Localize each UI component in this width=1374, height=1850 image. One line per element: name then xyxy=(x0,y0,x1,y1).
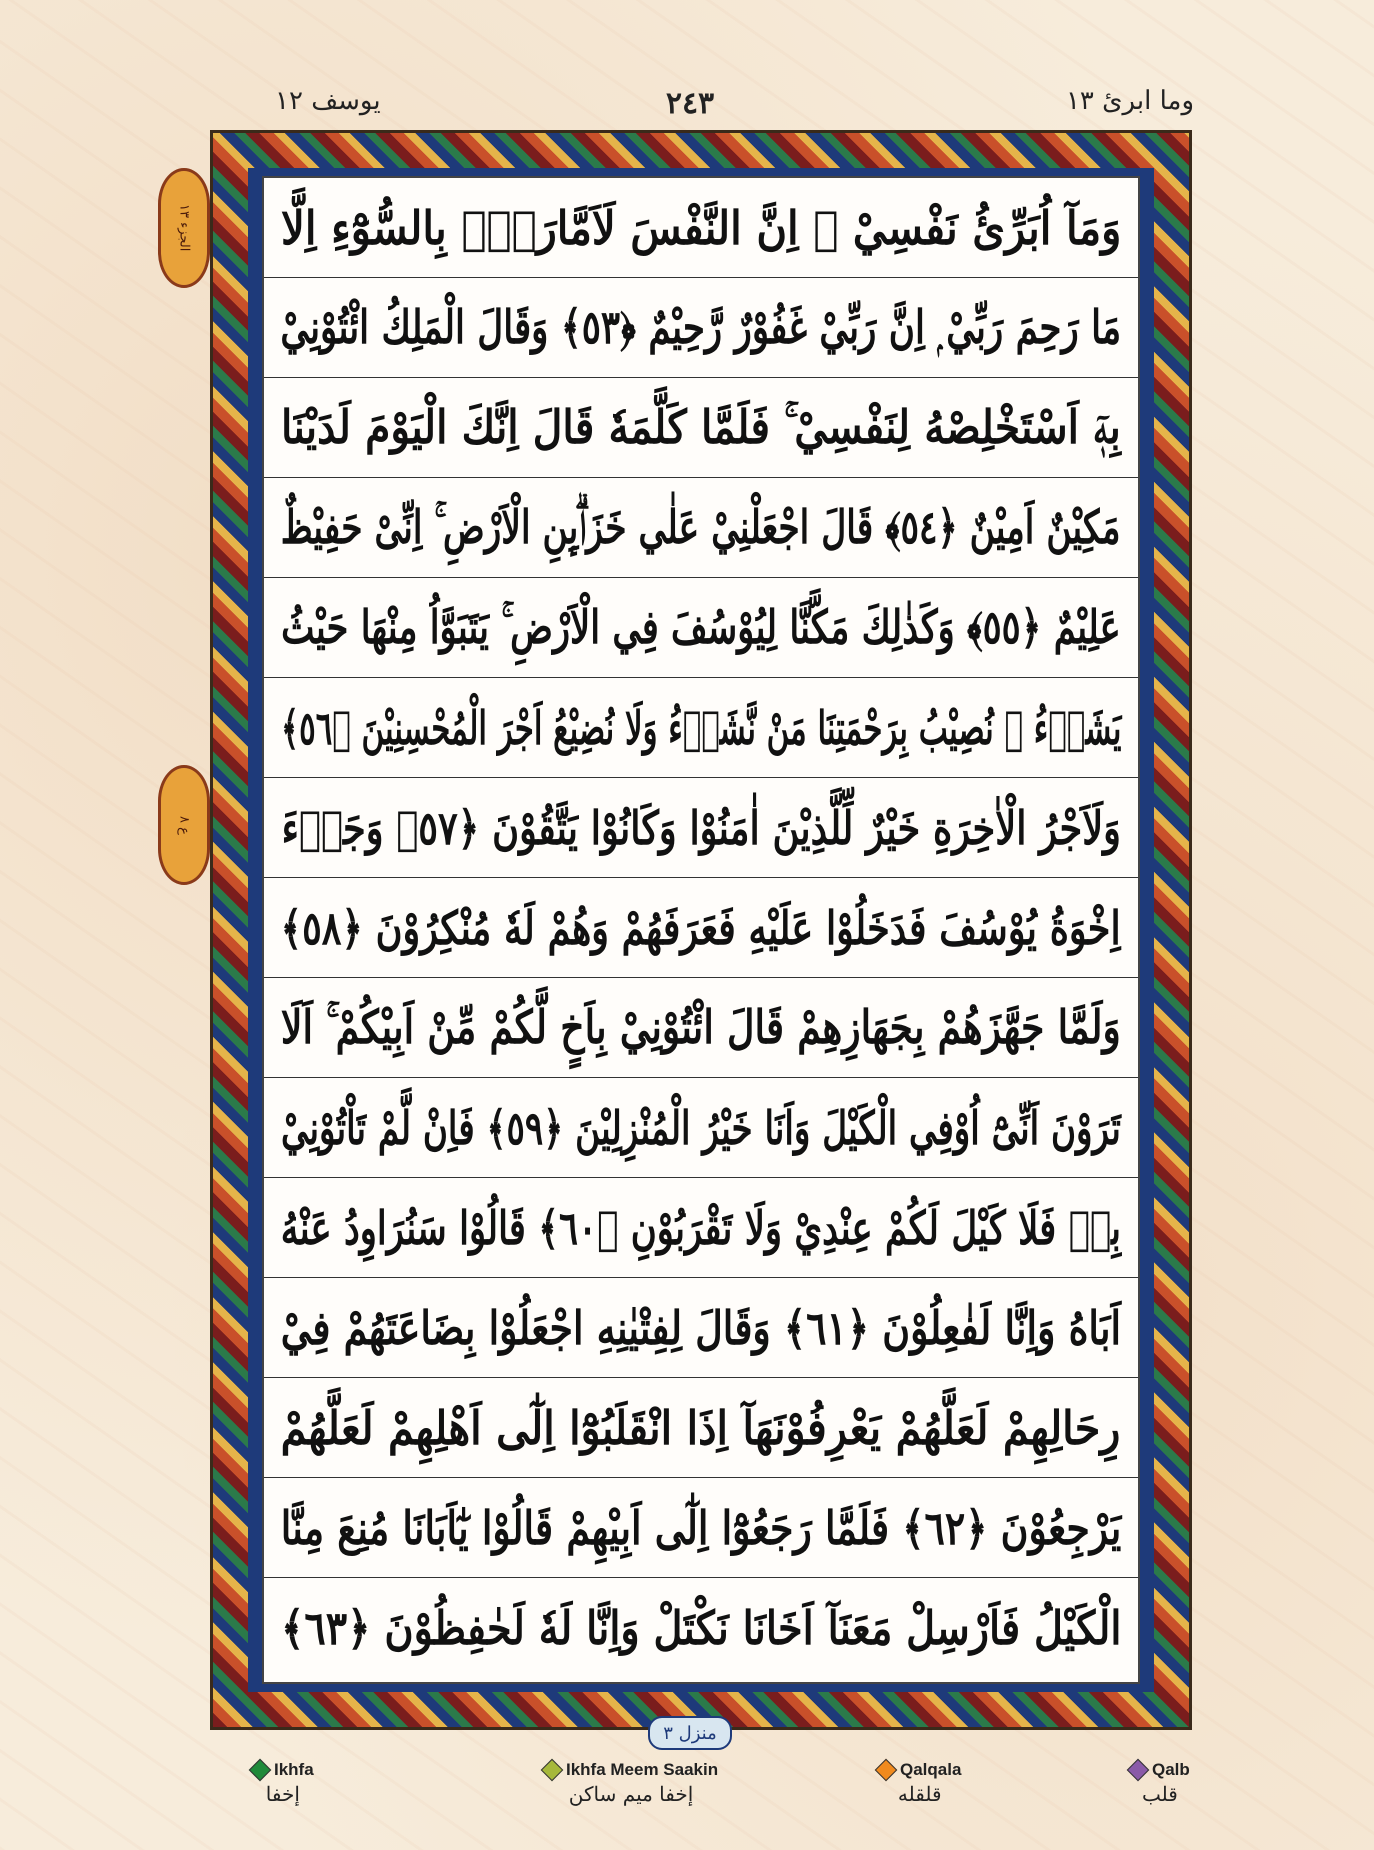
verse-line: بِهٖٓ اَسْتَخْلِصْهُ لِنَفْسِيْ ۚ فَلَمَّا كَلَّمَهٗ قَالَ اِنَّكَ الْيَوْمَ لَدَيْنَا xyxy=(281,399,1121,454)
legend-item-ikhfa-meem-saakin xyxy=(544,1760,718,1806)
legend-label-ar: إخفا xyxy=(265,1782,300,1806)
verse-line: مَا رَحِمَ رَبِّيْ ۭ اِنَّ رَبِّيْ غَفُوْرٌ رَّحِيْمٌ ﴿٥٣﴾ وَقَالَ الْمَلِكُ ائْتُوْنِيْ xyxy=(280,299,1122,354)
verse-line: وَلَمَّا جَهَّزَهُمْ بِجَهَازِهِمْ قَالَ ائْتُوْنِيْ بِاَخٍ لَّكُمْ مِّنْ اَبِيْكُمْ ۚ اَلَا xyxy=(281,999,1121,1054)
legend-label-ar: إخفا میم ساكن xyxy=(568,1782,694,1806)
verse-line: بِهٖ فَلَا كَيْلَ لَكُمْ عِنْدِيْ وَلَا تَقْرَبُوْنِ ﴿٦٠﴾ قَالُوْا سَنُرَاوِدُ عَنْهُ xyxy=(280,1200,1122,1255)
text-line xyxy=(264,1278,1138,1378)
text-line xyxy=(264,878,1138,978)
legend-label-en: Ikhfa Meem Saakin xyxy=(566,1760,719,1779)
text-line xyxy=(264,478,1138,578)
manzil-label: منزل ٣ xyxy=(648,1716,732,1750)
text-line xyxy=(264,978,1138,1078)
verse-line: يَشَاۗءُ ۭ نُصِيْبُ بِرَحْمَتِنَا مَنْ نَّشَاۗءُ وَلَا نُضِيْعُ اَجْرَ الْمُحْسِنِيْنَ ﴿٥٦﴾ xyxy=(280,700,1122,755)
legend-label-en: Qalb xyxy=(1152,1760,1190,1779)
text-line xyxy=(264,1078,1138,1178)
surah-name: يوسف ١٢ xyxy=(275,86,381,116)
verse-line: وَلَاَجْرُ الْاٰخِرَةِ خَيْرٌ لِّلَّذِيْنَ اٰمَنُوْا وَكَانُوْا يَتَّقُوْنَ ﴿٥٧﴾ وَجَاۗءَ xyxy=(281,800,1121,855)
text-line xyxy=(264,778,1138,878)
page-header xyxy=(0,86,1374,126)
diamond-icon xyxy=(1127,1759,1150,1782)
text-line xyxy=(264,1578,1138,1678)
legend-item-qalb xyxy=(1130,1760,1190,1806)
text-line xyxy=(264,578,1138,678)
legend-label-en: Ikhfa xyxy=(274,1760,314,1779)
quran-text-panel xyxy=(262,176,1140,1684)
diamond-icon xyxy=(541,1759,564,1782)
legend-label-ar: قلقله xyxy=(897,1782,942,1806)
verse-line: الْكَيْلُ فَاَرْسِلْ مَعَنَآ اَخَانَا نَكْتَلْ وَاِنَّا لَهٗ لَحٰفِظُوْنَ ﴿٦٣﴾ xyxy=(280,1601,1122,1655)
tajweed-legend xyxy=(0,1760,1374,1840)
diamond-icon xyxy=(249,1759,272,1782)
text-line xyxy=(264,1378,1138,1478)
juz-marker: الجزء ١٣ xyxy=(158,168,210,288)
verse-line: اِخْوَةُ يُوْسُفَ فَدَخَلُوْا عَلَيْهِ فَعَرَفَهُمْ وَهُمْ لَهٗ مُنْكِرُوْنَ ﴿٥٨﴾ xyxy=(281,900,1121,955)
ruku-marker: ع ٨ xyxy=(158,765,210,885)
page-number: ٢٤٣ xyxy=(665,86,715,121)
juz-name: وما ابرئ ١٣ xyxy=(1065,86,1194,116)
legend-label-ar: قلب xyxy=(1141,1782,1178,1806)
text-line xyxy=(264,278,1138,378)
text-line xyxy=(264,678,1138,778)
verse-line: عَلِيْمٌ ﴿٥٥﴾ وَكَذٰلِكَ مَكَّنَّا لِيُوْسُفَ فِي الْاَرْضِ ۚ يَتَبَوَّاُ مِنْهَا حَيْثُ xyxy=(281,599,1121,654)
verse-line: اَبَاهُ وَاِنَّا لَفٰعِلُوْنَ ﴿٦١﴾ وَقَالَ لِفِتْيٰنِهِ اجْعَلُوْا بِضَاعَتَهُمْ فِيْ xyxy=(280,1300,1122,1355)
legend-label-en: Qalqala xyxy=(900,1760,962,1779)
text-line xyxy=(264,178,1138,278)
text-line xyxy=(264,1178,1138,1278)
verse-line: مَكِيْنٌ اَمِيْنٌ ﴿٥٤﴾ قَالَ اجْعَلْنِيْ عَلٰي خَزَاۗىِٕنِ الْاَرْضِ ۚ اِنِّىْ حَفِيْظٌ xyxy=(281,499,1121,554)
verse-line: رِحَالِهِمْ لَعَلَّهُمْ يَعْرِفُوْنَهَآ اِذَا انْقَلَبُوْٓا اِلٰٓى اَهْلِهِمْ لَعَلَّهُمْ xyxy=(281,1400,1121,1455)
legend-item-qalqala xyxy=(878,1760,961,1806)
verse-line: يَرْجِعُوْنَ ﴿٦٢﴾ فَلَمَّا رَجَعُوْٓا اِلٰٓى اَبِيْهِمْ قَالُوْا يٰٓاَبَانَا مُنِعَ مِنَّا xyxy=(280,1500,1122,1555)
verse-line: تَرَوْنَ اَنِّىْٓ اُوْفِي الْكَيْلَ وَاَنَا خَيْرُ الْمُنْزِلِيْنَ ﴿٥٩﴾ فَاِنْ لَّمْ تَاْتُوْنِيْ xyxy=(281,1100,1121,1155)
text-line xyxy=(264,378,1138,478)
diamond-icon xyxy=(875,1759,898,1782)
text-line xyxy=(264,1478,1138,1578)
verse-line: وَمَآ اُبَرِّئُ نَفْسِيْ ۚ اِنَّ النَّفْسَ لَاَمَّارَةٌۢ بِالسُّوْٓءِ اِلَّا xyxy=(280,200,1122,255)
legend-item-ikhfa xyxy=(252,1760,314,1806)
